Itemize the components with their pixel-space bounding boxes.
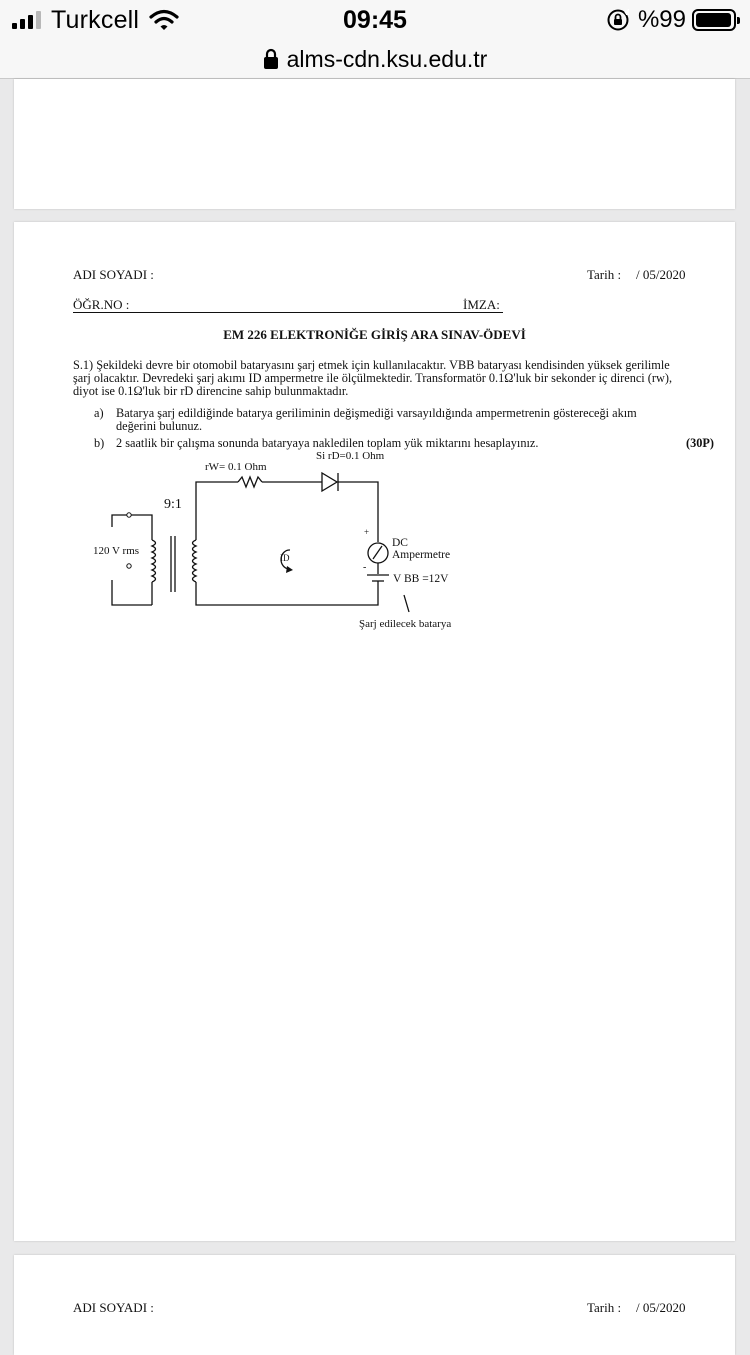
caption-pointer [404, 595, 409, 612]
exam-title: EM 226 ELEKTRONİĞE GİRİŞ ARA SINAV-ÖDEVİ [223, 327, 526, 342]
primary-coil [152, 540, 156, 582]
primary-wire [129, 515, 152, 540]
item-a-line: değerini bulunuz. [116, 419, 203, 433]
url-text: alms-cdn.ksu.edu.tr [286, 45, 488, 72]
current-label: ID [280, 553, 290, 563]
pdf-page-exam [14, 222, 735, 1241]
primary-wire [112, 515, 129, 527]
pdf-page-next [14, 1255, 735, 1355]
pdf-page-previous [14, 79, 735, 209]
transformer-ratio: 9:1 [164, 497, 182, 512]
battery-percent: %99 [637, 6, 686, 33]
ammeter-needle [373, 546, 382, 559]
diode-symbol [322, 473, 337, 491]
battery-caption: Şarj edilecek batarya [359, 618, 452, 630]
rotation-lock-icon [606, 8, 630, 32]
primary-wire [112, 587, 152, 605]
meter-label: Ampermetre [392, 549, 451, 561]
item-a-line: Batarya şarj edildiğinde batarya geriliminin değişmediği varsayıldığında ampermetrenin göstereceği akım [116, 406, 637, 420]
battery-label: V BB =12V [393, 573, 449, 585]
points-label: (30P) [686, 436, 714, 450]
address-bar[interactable] [0, 40, 750, 79]
item-b-marker: b) [94, 436, 105, 450]
date-label: Tarih : [587, 267, 622, 282]
meter-label: DC [392, 537, 408, 549]
secondary-wire [196, 482, 238, 540]
status-right [606, 6, 736, 34]
item-b-line: 2 saatlik bir çalışma sonunda bataryaya nakledilen toplam yük miktarını hesaplayınız. [116, 436, 539, 450]
minus-sign: - [363, 562, 367, 573]
date-label: Tarih : [587, 1300, 622, 1315]
current-arrowhead [286, 566, 293, 573]
item-a-marker: a) [94, 406, 104, 420]
battery-icon [692, 9, 736, 31]
carrier-name: Turkcell [51, 5, 140, 34]
diode-label: Si rD=0.1 Ohm [316, 450, 385, 462]
resistor-rw [238, 477, 262, 487]
secondary-coil [193, 540, 197, 582]
name-label: ADI SOYADI : [73, 267, 154, 282]
question-line: şarj olacaktır. Devredeki şarj akımı ID ampermetre ile ölçülmektedir. Transformatör 0.1Ω'luk bir sekonder iç direnci (rw), [73, 371, 673, 386]
signature-label: İMZA: [463, 297, 500, 312]
rw-label: rW= 0.1 Ohm [205, 461, 267, 473]
student-no-label: ÖĞR.NO : [73, 297, 130, 312]
plus-sign: + [364, 527, 370, 537]
status-bar [0, 0, 750, 40]
source-label: 120 V rms [93, 545, 140, 557]
circuit-diagram [72, 450, 492, 632]
secondary-wire [196, 581, 378, 605]
status-time: 09:45 [343, 6, 407, 34]
date-value: / 05/2020 [636, 1300, 686, 1315]
padlock-icon [263, 48, 279, 70]
question-line: diyot ise 0.1Ω'luk bir rD direncine sahip bulunmaktadır. [73, 384, 349, 399]
question-text [73, 359, 724, 399]
date-value: / 05/2020 [636, 267, 686, 282]
name-label: ADI SOYADI : [73, 1300, 154, 1315]
question-line: S.1) Şekildeki devre bir otomobil bataryasını şarj etmek için kullanılacaktır. VBB bataryası kendisinden yüksek gerilimle [73, 358, 670, 372]
student-no-line [73, 312, 503, 313]
secondary-wire [338, 482, 378, 542]
ammeter-symbol [368, 543, 388, 563]
